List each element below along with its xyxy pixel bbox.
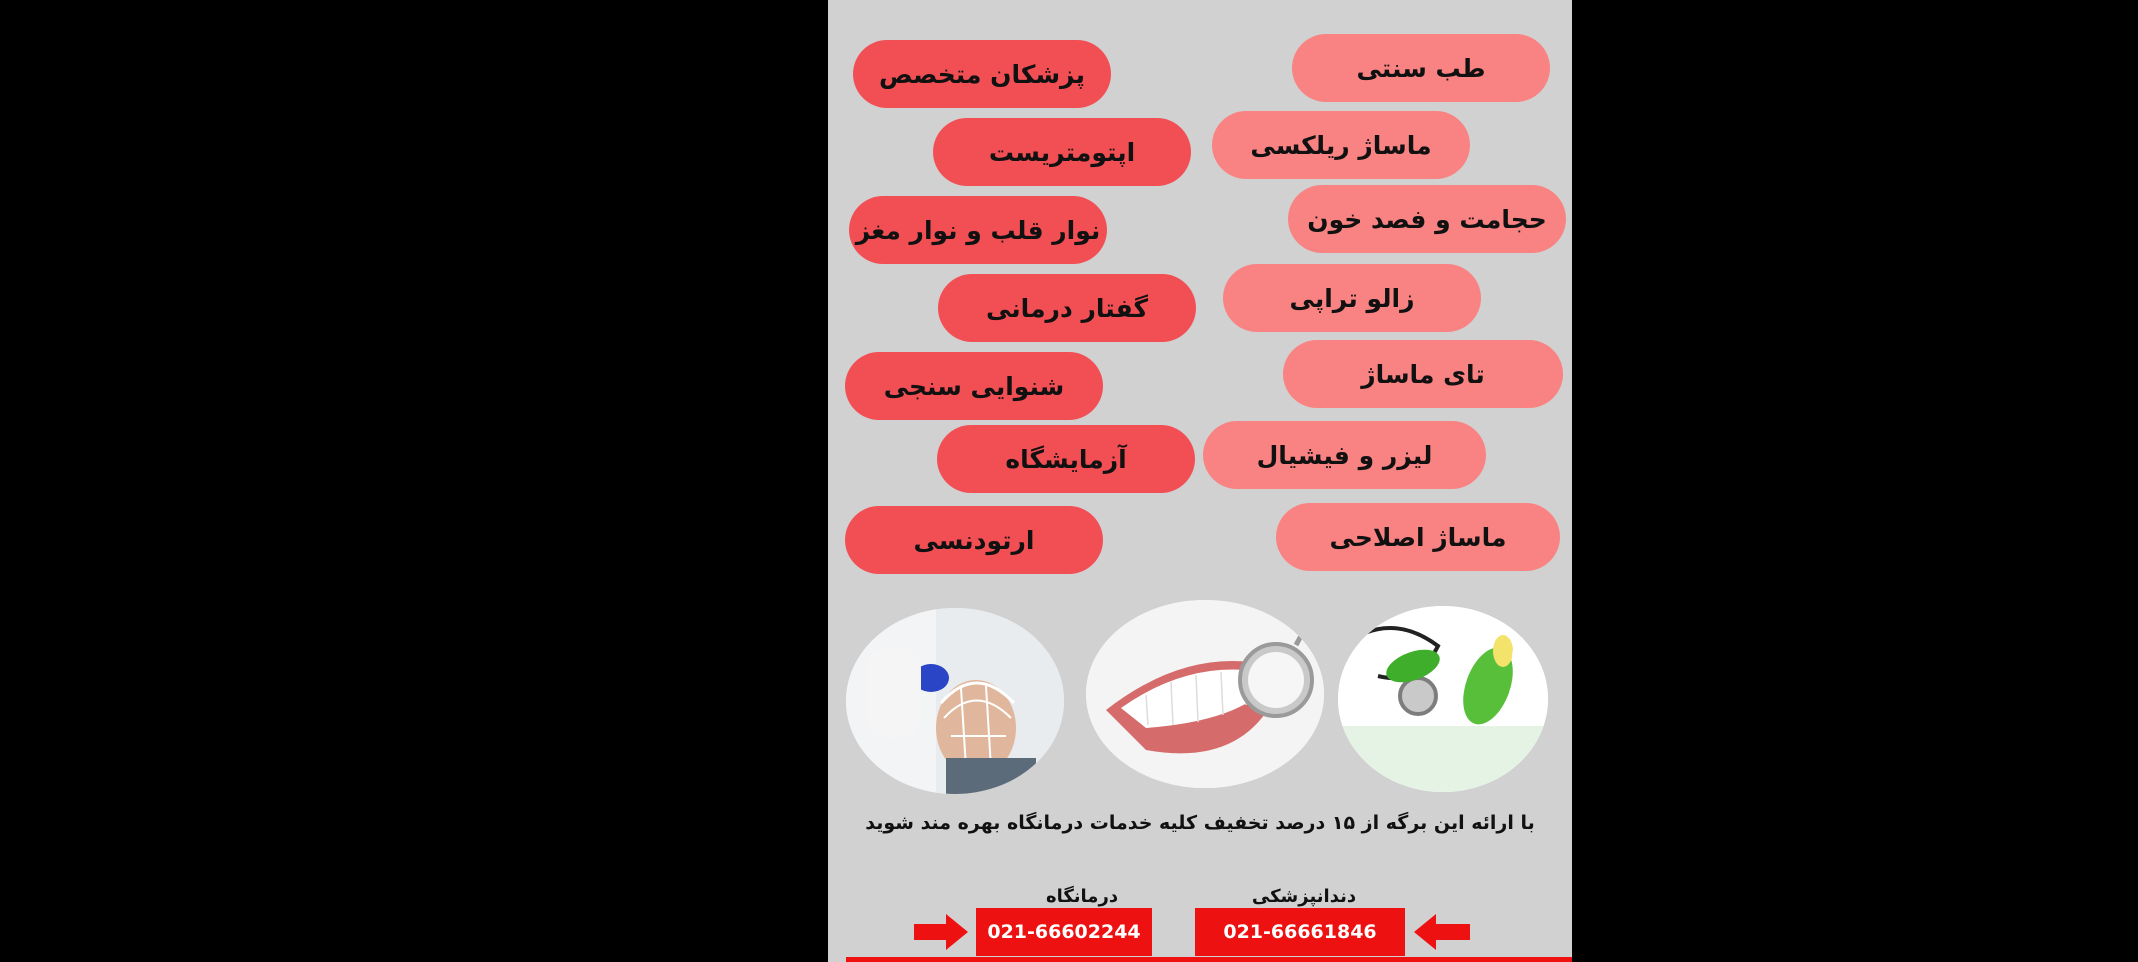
arrow-right-icon [914,912,968,952]
service-pill-orthodontics: ارتودنسی [845,506,1103,574]
discount-promo-text: با ارائه این برگه از ۱۵ درصد تخفیف کلیه خدمات درمانگاه بهره مند شوید [865,812,1535,834]
bottom-red-bar [846,957,1572,962]
service-pill-corrective-massage: ماساژ اصلاحی [1276,503,1560,571]
clinic-poster [828,0,1572,962]
service-pill-speech-therapy: گفتار درمانی [938,274,1196,342]
service-pill-specialists: پزشکان متخصص [853,40,1111,108]
service-pill-laser-facial: لیزر و فیشیال [1203,421,1486,489]
clinic-label: درمانگاه [1045,886,1119,907]
arrow-left-icon [1414,912,1470,952]
eeg-patient-photo [846,608,1064,794]
service-pill-optometrist: اپتومتریست [933,118,1191,186]
smile-dental-mirror-photo [1086,600,1324,788]
service-pill-thai-massage: تای ماساژ [1283,340,1563,408]
dental-label: دندانپزشکی [1251,886,1357,907]
service-pill-relax-massage: ماساژ ریلکسی [1212,111,1470,179]
service-pill-laboratory: آزمایشگاه [937,425,1195,493]
clinic-phone: 021-66602244 [976,908,1152,956]
service-pill-audiometry: شنوایی سنجی [845,352,1103,420]
service-pill-ecg-eeg: نوار قلب و نوار مغز [849,196,1107,264]
service-pill-cupping: حجامت و فصد خون [1288,185,1566,253]
service-pill-leech-therapy: زالو تراپی [1223,264,1481,332]
dental-phone: 021-66661846 [1195,908,1405,956]
stethoscope-leaves-photo [1338,606,1548,792]
service-pill-traditional-medicine: طب سنتی [1292,34,1550,102]
